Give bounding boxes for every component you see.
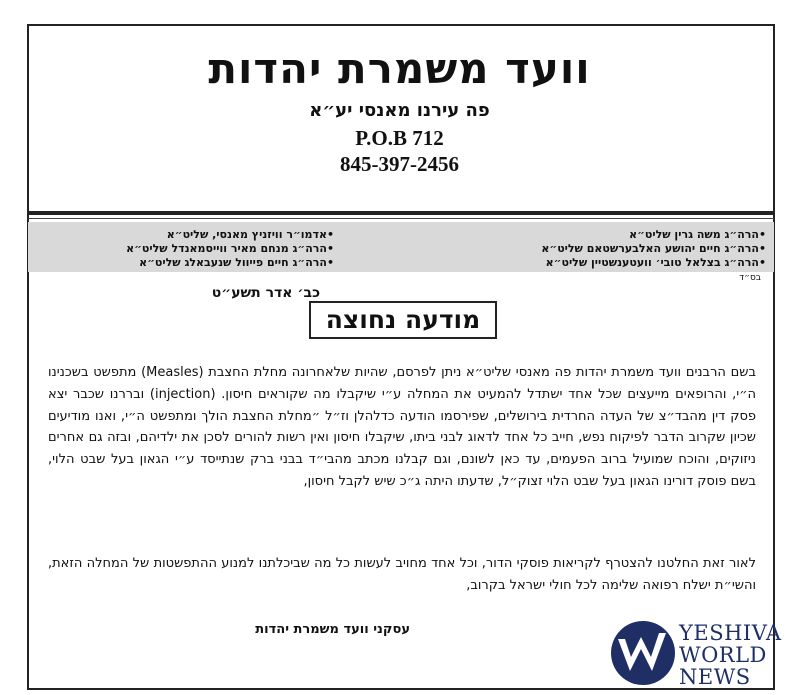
org-name: וועד משמרת יהדות <box>208 44 591 93</box>
rabbi-name: •הרה״ג חיים יהושע האלבערשטאם שליט״א <box>541 242 766 255</box>
phone-number: 845-397-2456 <box>340 152 459 176</box>
signature: עסקני וועד משמרת יהדות <box>255 622 410 637</box>
rabbis-right-column <box>436 228 766 270</box>
body-paragraph-1: בשם הרבנים וועד משמרת יהדות פה מאנסי שליט״א ניתן לפרסם, שהיות שלאחרונה מחלת החצבת (Measles) מתפשט בשכנינו ה״י, והרופאים מייעצים שכל אחד ישתדל להמעיט את המחלה ע״י שיקבלו מה שקוראים חיסון. (injection) ובררנו שכבר יצא פסק דין מהבד״צ של העדה החרדית בירושלים, שפירסמו הודעה כדלהלן וז״ל ״מחלת החצבת הולך ומתפשט ה״י, ואנו מודיעים שכיון שקרוב הדבר לפיקוח נפש, חייב כל אחד לדאוג לבני ביתו, שיקבלו חיסון ואין רשות להורים לסכן את ילדיהם, ובזה גם אחרים ניזוקים, והוכח שמועיל ברוב הפעמים, עד כאן לשונם, וגם קבלנו מכתב מהבי״ד בבני ברק שנתייסד ע״י הגאון בעל שבט הלוי, בשם פוסק דורינו הגאון בעל שבט הלוי זצוק״ל, שדעתו היתה ג״כ שיש לקבל חיסון, <box>48 365 756 489</box>
notice-title: מודעה נחוצה <box>309 301 497 339</box>
po-box: P.O.B 712 <box>355 126 444 150</box>
bsd-mark: בס״ד <box>739 273 761 283</box>
rabbi-name: •הרה״ג בצלאל טובי׳ וועטענשטיין שליט״א <box>545 256 766 269</box>
watermark-text <box>679 622 797 688</box>
watermark-line: NEWS <box>679 665 751 689</box>
rabbis-left-column <box>34 228 334 270</box>
rabbi-name: •הרה״ג חיים פייוול שנעבאלג שליט״א <box>139 256 334 269</box>
body-paragraph-2: לאור זאת החלטנו להצטרף לקריאות פוסקי הדור, וכל אחד מחויב לעשות כל מה שביכלתנו למנוע ההתפשטות של המחלה הזאת, והשי״ת ישלח רפואה שלימה לכל חולי ישראל בקרוב, <box>48 556 756 593</box>
header-divider-thin <box>28 218 774 219</box>
org-location: פה עירנו מאנסי יע״א <box>309 100 490 121</box>
rabbi-name: •הרה״ג מנחם מאיר ווייסמאנדל שליט״א <box>126 242 334 255</box>
yeshiva-world-news-logo-icon <box>608 619 678 687</box>
rabbis-band <box>28 222 774 272</box>
watermark-line: YESHIVA <box>679 621 782 645</box>
rabbi-name: •אדמו״ר וויזניץ מאנסי, שליט״א <box>166 228 334 241</box>
hebrew-date: כב׳ אדר תשע״ט <box>211 285 320 301</box>
header-divider <box>28 211 774 215</box>
rabbi-name: •הרה״ג משה גרין שליט״א <box>629 228 766 241</box>
watermark-line: WORLD <box>679 643 767 667</box>
